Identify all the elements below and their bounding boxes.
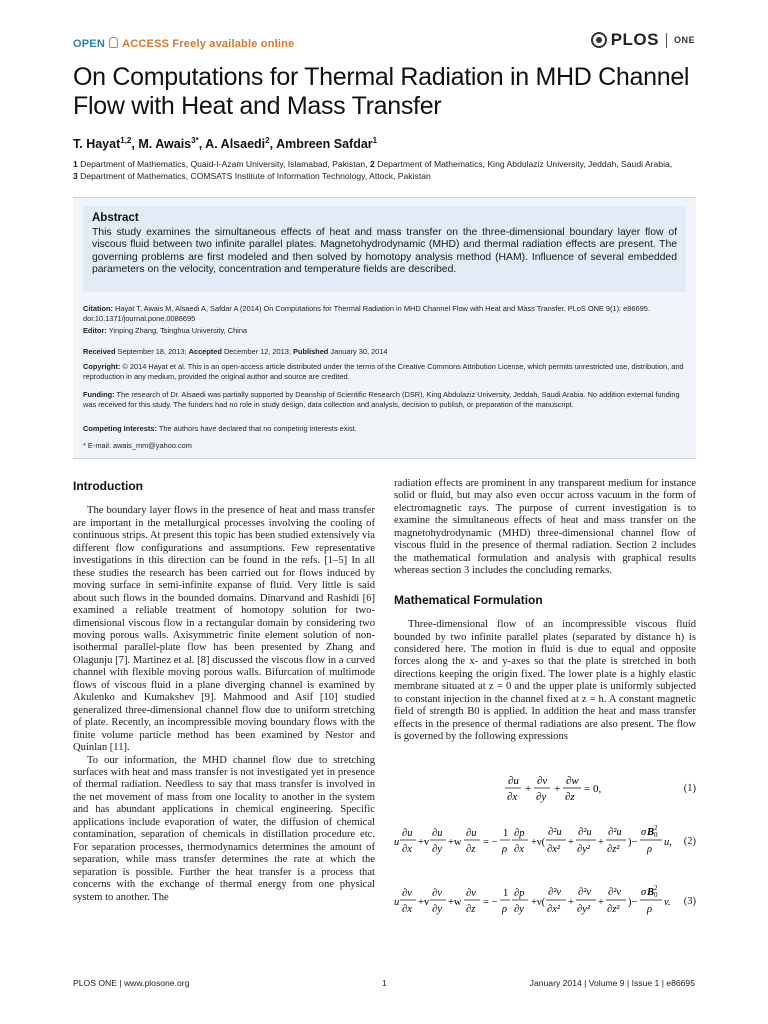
svg-text:= 0,: = 0, — [584, 783, 602, 795]
svg-text:∂y: ∂y — [432, 904, 442, 915]
svg-text:v.: v. — [664, 897, 671, 908]
plos-one-logo: PLOS ONE — [591, 30, 695, 50]
author: Ambreen Safdar$^1$ — [276, 136, 378, 152]
svg-text:∂x²: ∂x² — [547, 904, 560, 915]
equation-3: u ∂v ∂x +v ∂v ∂y +w ∂v ∂z = − 1 ρ ∂p ∂y +ν( ∂²v ∂x² + ∂²v ∂y² + ∂²v ∂z² )− σ B 2 0 ρ v. (3) — [394, 880, 696, 922]
svg-text:∂u: ∂u — [466, 828, 477, 839]
svg-text:∂v: ∂v — [466, 888, 476, 899]
article-title: On Computations for Thermal Radiation in MHD Channel Flow with Heat and Mass Transfer — [73, 63, 690, 120]
svg-text:+: + — [598, 837, 604, 848]
svg-text:ρ: ρ — [647, 844, 653, 855]
svg-text:∂p: ∂p — [514, 888, 525, 899]
left-column — [73, 476, 375, 904]
svg-text:∂²u: ∂²u — [578, 827, 592, 838]
plos-logo-icon — [591, 32, 607, 48]
svg-text:∂y²: ∂y² — [577, 844, 590, 855]
svg-text:+ν(: +ν( — [531, 837, 546, 848]
svg-text:ρ: ρ — [502, 904, 508, 915]
svg-text:∂x: ∂x — [507, 791, 518, 803]
svg-text:= −: = − — [483, 837, 498, 848]
svg-text:B: B — [647, 887, 655, 898]
affiliations: 1 Department of Mathematics, Quaid-I-Azam University, Islamabad, Pakistan, 2 Department of Mathematics, King Abdulaziz University, Jeddah, Saudi Arabia, 3 Department of Mathematics, COMSATS Institute of Information Technology, Attock, Pakistan — [73, 159, 673, 181]
open-lock-icon — [109, 37, 118, 48]
svg-text:∂x: ∂x — [402, 844, 412, 855]
svg-text:∂x: ∂x — [514, 844, 524, 855]
svg-text:∂u: ∂u — [402, 828, 413, 839]
abstract-heading: Abstract — [92, 212, 139, 224]
svg-text:0: 0 — [654, 891, 658, 899]
footer-issue: January 2014 | Volume 9 | Issue 1 | e86695 — [529, 978, 695, 988]
svg-text:∂p: ∂p — [514, 828, 525, 839]
math-paragraph: Three-dimensional flow of an incompressible viscous fluid bounded by two infinite parallel plates (separated by distance h) is considered here. The motion in fluid is due to equal and opposite forces along the x- and y-axes so that the plate is stretched in both directions keeping the origin fixed. The lower plate is a highly elastic membrane situated at z = 0 and the upper plate is uniformly subjected to constant injection in the channel fixed at z = h. A constant magnetic field of strength B0 is applied. In addition the heat and mass transfer effects in the presence of thermal radiations are also present. The flow is governed by the following expressions — [394, 619, 696, 743]
svg-text:+ν(: +ν( — [531, 897, 546, 908]
competing-interests: Competing Interests: The authors have declared that no competing interests exist. — [83, 424, 357, 433]
intro-paragraph-continued: radiation effects are prominent in any transparent medium for instance solid or fluid, but may also even occur across vacuum in the form of electromagnetic rays. The purpose of current investigation is to examine the simultaneous effects of heat and mass transfer on the magnetohydrodynamic (MHD) three-dimensional channel flow of viscous fluid in the presence of thermal radiation. Section 2 includes the mathematical formulation and analysis with graphical results whereas section 3 includes the concluding remarks. — [394, 478, 696, 577]
svg-text:∂z²: ∂z² — [607, 844, 620, 855]
open-access-badge: OPEN ACCESS Freely available online — [73, 38, 295, 50]
math-formulation-heading: Mathematical Formulation — [394, 592, 543, 607]
abstract-panel — [83, 206, 686, 292]
svg-text:+: + — [598, 897, 604, 908]
svg-text:+v: +v — [418, 837, 430, 848]
svg-text:∂u: ∂u — [432, 828, 443, 839]
dates: Received September 18, 2013; Accepted December 12, 2013; Published January 30, 2014 — [83, 347, 388, 356]
svg-text:∂y: ∂y — [536, 791, 547, 803]
svg-text:ρ: ρ — [502, 844, 508, 855]
equation-2: u ∂u ∂x +v ∂u ∂y +w ∂u ∂z = − 1 ρ ∂p ∂x +ν( ∂²u ∂x² + ∂²u ∂y² + ∂²u ∂z² )− σ B 2 0 ρ u, (2) — [394, 820, 696, 862]
svg-text:u: u — [394, 837, 400, 848]
equation-1: ∂u ∂x + ∂v ∂y + ∂w ∂z = 0, (1) — [394, 770, 696, 812]
svg-text:1: 1 — [503, 828, 509, 839]
y-momentum-equation — [394, 880, 684, 928]
author: T. Hayat$^{1,2}$, — [73, 136, 139, 152]
svg-text:1: 1 — [503, 888, 509, 899]
svg-text:)−: )− — [628, 897, 638, 908]
svg-text:= −: = − — [483, 897, 498, 908]
citation: Citation: Hayat T, Awais M, Alsaedi A, Safdar A (2014) On Computations for Thermal Radiation in MHD Channel Flow with Heat and Mass Transfer. PLoS ONE 9(1): e86695. doi:10.1371/journal.pone.0086695 — [83, 304, 650, 323]
svg-text:∂y: ∂y — [432, 844, 442, 855]
right-column — [394, 478, 696, 744]
footer-journal: PLOS ONE | www.plosone.org — [73, 978, 190, 988]
svg-text:)−: )− — [628, 837, 638, 848]
svg-text:∂y²: ∂y² — [577, 904, 590, 915]
abstract-text: This study examines the simultaneous effects of heat and mass transfer on the three-dimensional boundary layer flow of viscous fluid between two infinite parallel plates. Magnetohydrodynamic (MHD) and thermal radiation effects are present. The governing problems are first modeled and then solved by homotopy analysis method (HAM). Influence of several embedded parameters on the velocity, concentration and temperature fields are described. — [92, 227, 677, 276]
svg-text:∂x²: ∂x² — [547, 844, 560, 855]
svg-text:+: + — [568, 837, 574, 848]
svg-text:∂v: ∂v — [402, 888, 412, 899]
svg-text:∂²v: ∂²v — [578, 887, 591, 898]
svg-text:∂z: ∂z — [466, 904, 476, 915]
svg-text:∂²u: ∂²u — [608, 827, 622, 838]
author: M. Awais$^{3*}$, — [138, 136, 206, 152]
svg-text:B: B — [647, 827, 655, 838]
svg-text:∂²v: ∂²v — [608, 887, 621, 898]
svg-text:+w: +w — [448, 897, 462, 908]
svg-text:∂²u: ∂²u — [548, 827, 562, 838]
svg-text:+: + — [525, 783, 532, 795]
svg-text:∂z: ∂z — [565, 791, 575, 803]
svg-text:u: u — [394, 897, 400, 908]
svg-text:∂²v: ∂²v — [548, 887, 561, 898]
x-momentum-equation — [394, 820, 684, 868]
svg-text:+: + — [554, 783, 561, 795]
svg-text:∂y: ∂y — [514, 904, 524, 915]
logo-divider — [666, 33, 667, 48]
svg-text:ρ: ρ — [647, 904, 653, 915]
abstract-box — [73, 197, 696, 459]
copyright: Copyright: © 2014 Hayat et al. This is an open-access article distributed under the terms of the Creative Commons Attribution License, which permits unrestricted use, distribution, and reproduction in any medium, provided the original author and source are credited. — [83, 362, 684, 381]
funding: Funding: The research of Dr. Alsaedi was partially supported by Deanship of Scientific Research (DSR), King Abdulaziz University, Jeddah, Saudi Arabia. No addition external funding was received for this study. The funders had no role in study design, data collection and analysis, decision to publish, or preparation of the manuscript. — [83, 390, 680, 409]
intro-paragraph-1: The boundary layer flows in the presence of heat and mass transfer are important in the metallurgical processes involving the cooling of continuous strips. At present this topic has been studied extensively via different flow configurations and assumptions. Few representative investigations in this direction can be found in the refs. [1–5] In all these studies the research has been carried out for flows induced by moving surface in semi-infinite expanse of fluid. Very little is said about such flows in the bounded domains. Dinarvand and Rashidi [6] examined a reliable treatment of homotopy solution for two-dimensional viscous flow in a rectangular domain by considering two moving porous walls. Axisymmetric finite element solution of non-isothermal parallel-plate flow has been presented by Zhang and Olagunju [7]. Martinez et al. [8] discussed the viscous flow in a curved channel with flexible moving porous walls. Bifurcation of multimode flows of viscous fluid in a plane diverging channel is examined by Akulenko and Kumakshev [9]. Mahmood and Asif [10] studied generalized three-dimensional channel flow due to uniform stretching of plate. Recently, an incompressible moving boundary flows with the finite volume particle method has been examined by Nestor and Quinlan [11]. — [73, 505, 375, 754]
continuity-equation — [394, 770, 654, 812]
svg-text:u,: u, — [664, 837, 672, 848]
svg-text:σ: σ — [641, 887, 647, 898]
svg-text:∂w: ∂w — [566, 775, 579, 787]
svg-text:∂u: ∂u — [508, 775, 519, 787]
svg-text:∂v: ∂v — [432, 888, 442, 899]
svg-text:∂v: ∂v — [537, 775, 548, 787]
svg-text:2: 2 — [654, 824, 658, 832]
svg-text:2: 2 — [654, 884, 658, 892]
page-number: 1 — [382, 978, 387, 988]
introduction-heading: Introduction — [73, 479, 143, 493]
svg-text:∂x: ∂x — [402, 904, 412, 915]
email: * E-mail: awais_mm@yahoo.com — [83, 441, 192, 450]
editor: Editor: Yinping Zhang, Tsinghua University, China — [83, 326, 248, 335]
svg-text:+: + — [568, 897, 574, 908]
svg-text:+v: +v — [418, 897, 430, 908]
svg-text:∂z: ∂z — [466, 844, 476, 855]
svg-text:σ: σ — [641, 827, 647, 838]
svg-text:0: 0 — [654, 831, 658, 839]
intro-paragraph-2: To our information, the MHD channel flow due to stretching surfaces with heat and mass transfer is not investigated yet in presence of thermal radiation. Needless to say that mass transfer is involved in the net movement of mass from one locality to another in the system and has abundant applications in chemical engineering. Specific applications include evaporation of water, the diffusion of chemical contamination, separation of chemicals in distillation procedure etc. For separation processes, thermodynamics determines the amount of separation, while mass transfer determines the rate at which the separation is possible. Further the heat transfer is a process that concerns with the exchange of thermal energy from one physical system to another. The — [73, 754, 375, 903]
author: A. Alsaedi$^2$, — [205, 136, 277, 152]
svg-text:∂z²: ∂z² — [607, 904, 620, 915]
svg-text:+w: +w — [448, 837, 462, 848]
author-list — [73, 136, 377, 151]
